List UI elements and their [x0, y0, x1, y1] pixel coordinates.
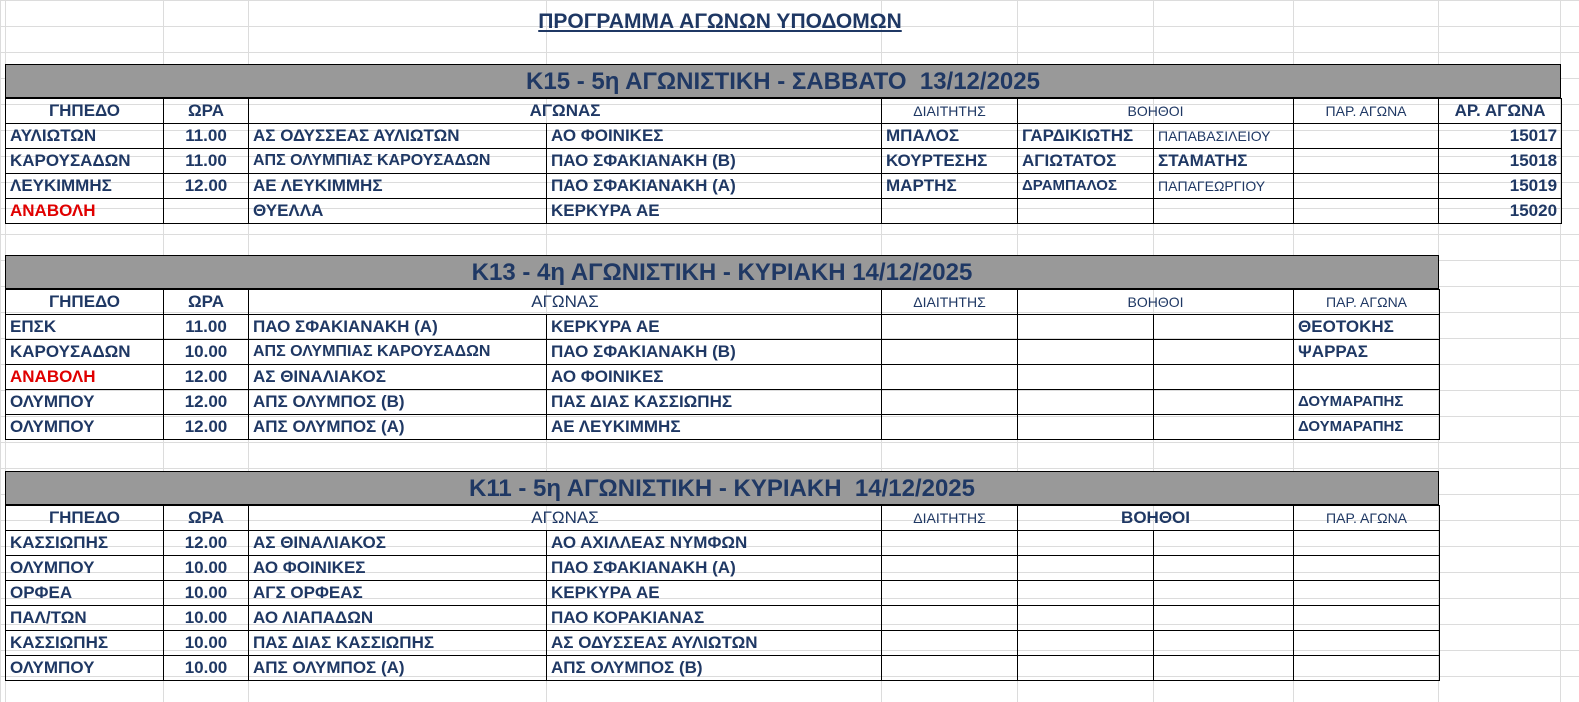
table-row	[6, 174, 1562, 199]
table-row	[6, 606, 1440, 631]
header-match-no: ΑΡ. ΑΓΩΝΑ	[1439, 99, 1562, 124]
section-k13	[5, 255, 1440, 440]
cell-referee	[882, 415, 1018, 440]
cell-assistant-1	[1018, 415, 1154, 440]
header-assistants: ΒΟΗΘΟΙ	[1018, 290, 1294, 315]
cell-away: ΑΟ ΑΧΙΛΛΕΑΣ ΝΥΜΦΩΝ	[547, 531, 882, 556]
cell-home: ΑΣ ΟΔΥΣΣΕΑΣ ΑΥΛΙΩΤΩΝ	[249, 124, 547, 149]
header-referee: ΔΙΑΙΤΗΤΗΣ	[882, 290, 1018, 315]
cell-referee: ΚΟΥΡΤΕΣΗΣ	[882, 149, 1018, 174]
header-assistants: ΒΟΗΘΟΙ	[1018, 506, 1294, 531]
cell-observer	[1294, 124, 1439, 149]
cell-assistant-2	[1154, 415, 1294, 440]
cell-referee	[882, 315, 1018, 340]
cell-assistant-1	[1018, 656, 1154, 681]
cell-time: 11.00	[164, 124, 249, 149]
header-match: ΑΓΩΝΑΣ	[249, 290, 882, 315]
cell-assistant-2	[1154, 606, 1294, 631]
cell-referee	[882, 556, 1018, 581]
cell-assistant-1	[1018, 199, 1154, 224]
cell-referee	[882, 531, 1018, 556]
cell-venue: ΚΑΣΣΙΩΠΗΣ	[6, 631, 164, 656]
cell-observer	[1294, 531, 1440, 556]
cell-venue: ΑΝΑΒΟΛΗ	[6, 199, 164, 224]
table-row	[6, 556, 1440, 581]
cell-time: 11.00	[164, 315, 249, 340]
cell-referee	[882, 606, 1018, 631]
cell-home: ΑΕ ΛΕΥΚΙΜΜΗΣ	[249, 174, 547, 199]
cell-time: 10.00	[164, 340, 249, 365]
header-observer: ΠΑΡ. ΑΓΩΝΑ	[1294, 290, 1440, 315]
table-row	[6, 415, 1440, 440]
cell-assistant-1	[1018, 390, 1154, 415]
cell-time	[164, 199, 249, 224]
cell-venue: ΟΛΥΜΠΟΥ	[6, 556, 164, 581]
table-row	[6, 531, 1440, 556]
cell-away: ΑΕ ΛΕΥΚΙΜΜΗΣ	[547, 415, 882, 440]
cell-away: ΚΕΡΚΥΡΑ ΑΕ	[547, 581, 882, 606]
cell-assistant-1	[1018, 631, 1154, 656]
table-row	[6, 340, 1440, 365]
cell-observer	[1294, 149, 1439, 174]
cell-match-no: 15020	[1439, 199, 1562, 224]
cell-home: ΑΠΣ ΟΛΥΜΠΙΑΣ ΚΑΡΟΥΣΑΔΩΝ	[249, 149, 547, 174]
header-row	[6, 99, 1562, 124]
cell-assistant-2	[1154, 656, 1294, 681]
cell-venue: ΑΝΑΒΟΛΗ	[6, 365, 164, 390]
page-title: ΠΡΟΓΡΑΜΜΑ ΑΓΩΝΩΝ ΥΠΟΔΟΜΩΝ	[538, 10, 902, 33]
cell-referee: ΜΠΑΛΟΣ	[882, 124, 1018, 149]
header-match: ΑΓΩΝΑΣ	[249, 506, 882, 531]
cell-referee: ΜΑΡΤΗΣ	[882, 174, 1018, 199]
table-row	[6, 199, 1562, 224]
cell-assistant-1: ΔΡΑΜΠΑΛΟΣ	[1018, 174, 1154, 199]
section-banner: Κ11 - 5η ΑΓΩΝΙΣΤΙΚΗ - ΚΥΡΙΑΚΗ 14/12/2025	[5, 471, 1439, 505]
table-row	[6, 581, 1440, 606]
cell-referee	[882, 365, 1018, 390]
schedule-table	[5, 98, 1562, 224]
section-k15	[5, 64, 1562, 224]
cell-assistant-2	[1154, 390, 1294, 415]
cell-referee	[882, 199, 1018, 224]
cell-away: ΠΑΟ ΣΦΑΚΙΑΝΑΚΗ (Β)	[547, 149, 882, 174]
cell-time: 10.00	[164, 581, 249, 606]
cell-assistant-2	[1154, 556, 1294, 581]
cell-observer	[1294, 174, 1439, 199]
cell-time: 12.00	[164, 390, 249, 415]
cell-home: ΑΟ ΦΟΙΝΙΚΕΣ	[249, 556, 547, 581]
cell-observer	[1294, 556, 1440, 581]
cell-assistant-2: ΠΑΠΑΒΑΣΙΛΕΙΟΥ	[1154, 124, 1294, 149]
cell-assistant-2: ΠΑΠΑΓΕΩΡΓΙΟΥ	[1154, 174, 1294, 199]
cell-time: 11.00	[164, 149, 249, 174]
cell-away: ΠΑΣ ΔΙΑΣ ΚΑΣΣΙΩΠΗΣ	[547, 390, 882, 415]
cell-home: ΑΠΣ ΟΛΥΜΠΟΣ (Α)	[249, 656, 547, 681]
header-referee: ΔΙΑΙΤΗΤΗΣ	[882, 99, 1018, 124]
header-venue: ΓΗΠΕΔΟ	[6, 506, 164, 531]
cell-venue: ΟΛΥΜΠΟΥ	[6, 390, 164, 415]
cell-assistant-1	[1018, 531, 1154, 556]
cell-venue: ΕΠΣΚ	[6, 315, 164, 340]
cell-home: ΘΥΕΛΛΑ	[249, 199, 547, 224]
cell-time: 10.00	[164, 656, 249, 681]
cell-venue: ΚΑΡΟΥΣΑΔΩΝ	[6, 340, 164, 365]
table-row	[6, 365, 1440, 390]
cell-assistant-2	[1154, 531, 1294, 556]
cell-assistant-2	[1154, 340, 1294, 365]
cell-observer: ΔΟΥΜΑΡΑΠΗΣ	[1294, 415, 1440, 440]
table-row	[6, 631, 1440, 656]
cell-assistant-1	[1018, 556, 1154, 581]
schedule-table	[5, 505, 1440, 681]
section-banner: Κ15 - 5η ΑΓΩΝΙΣΤΙΚΗ - ΣΑΒΒΑΤΟ 13/12/2025	[5, 64, 1561, 98]
cell-time: 10.00	[164, 556, 249, 581]
header-match: ΑΓΩΝΑΣ	[249, 99, 882, 124]
table-row	[6, 656, 1440, 681]
cell-venue: ΑΥΛΙΩΤΩΝ	[6, 124, 164, 149]
cell-away: ΠΑΟ ΣΦΑΚΙΑΝΑΚΗ (Α)	[547, 556, 882, 581]
cell-venue: ΠΑΛ/ΤΩΝ	[6, 606, 164, 631]
cell-home: ΑΣ ΘΙΝΑΛΙΑΚΟΣ	[249, 531, 547, 556]
cell-assistant-2: ΣΤΑΜΑΤΗΣ	[1154, 149, 1294, 174]
cell-time: 10.00	[164, 606, 249, 631]
cell-venue: ΚΑΡΟΥΣΑΔΩΝ	[6, 149, 164, 174]
cell-referee	[882, 340, 1018, 365]
cell-venue: ΟΛΥΜΠΟΥ	[6, 415, 164, 440]
section-k11	[5, 471, 1440, 681]
header-referee: ΔΙΑΙΤΗΤΗΣ	[882, 506, 1018, 531]
header-observer: ΠΑΡ. ΑΓΩΝΑ	[1294, 506, 1440, 531]
cell-match-no: 15018	[1439, 149, 1562, 174]
header-venue: ΓΗΠΕΔΟ	[6, 99, 164, 124]
cell-observer	[1294, 656, 1440, 681]
cell-assistant-1: ΓΑΡΔΙΚΙΩΤΗΣ	[1018, 124, 1154, 149]
table-row	[6, 315, 1440, 340]
cell-venue: ΛΕΥΚΙΜΜΗΣ	[6, 174, 164, 199]
header-row	[6, 290, 1440, 315]
cell-assistant-2	[1154, 365, 1294, 390]
cell-observer	[1294, 631, 1440, 656]
cell-time: 12.00	[164, 415, 249, 440]
schedule-table	[5, 289, 1440, 440]
cell-time: 12.00	[164, 174, 249, 199]
cell-observer: ΨΑΡΡΑΣ	[1294, 340, 1440, 365]
cell-assistant-2	[1154, 315, 1294, 340]
cell-away: ΑΣ ΟΔΥΣΣΕΑΣ ΑΥΛΙΩΤΩΝ	[547, 631, 882, 656]
table-row	[6, 124, 1562, 149]
cell-home: ΑΓΣ ΟΡΦΕΑΣ	[249, 581, 547, 606]
cell-observer: ΘΕΟΤΟΚΗΣ	[1294, 315, 1440, 340]
cell-venue: ΚΑΣΣΙΩΠΗΣ	[6, 531, 164, 556]
header-time: ΩΡΑ	[164, 99, 249, 124]
header-assistants: ΒΟΗΘΟΙ	[1018, 99, 1294, 124]
cell-away: ΠΑΟ ΚΟΡΑΚΙΑΝΑΣ	[547, 606, 882, 631]
cell-home: ΑΣ ΘΙΝΑΛΙΑΚΟΣ	[249, 365, 547, 390]
cell-referee	[882, 390, 1018, 415]
cell-venue: ΟΡΦΕΑ	[6, 581, 164, 606]
cell-match-no: 15017	[1439, 124, 1562, 149]
table-row	[6, 149, 1562, 174]
cell-assistant-1	[1018, 315, 1154, 340]
cell-away: ΑΟ ΦΟΙΝΙΚΕΣ	[547, 365, 882, 390]
cell-observer	[1294, 606, 1440, 631]
cell-assistant-1	[1018, 606, 1154, 631]
cell-observer: ΔΟΥΜΑΡΑΠΗΣ	[1294, 390, 1440, 415]
section-banner: Κ13 - 4η ΑΓΩΝΙΣΤΙΚΗ - ΚΥΡΙΑΚΗ 14/12/2025	[5, 255, 1439, 289]
cell-assistant-2	[1154, 581, 1294, 606]
cell-time: 10.00	[164, 631, 249, 656]
header-time: ΩΡΑ	[164, 290, 249, 315]
cell-home: ΑΠΣ ΟΛΥΜΠΟΣ (Α)	[249, 415, 547, 440]
cell-home: ΑΠΣ ΟΛΥΜΠΟΣ (Β)	[249, 390, 547, 415]
cell-venue: ΟΛΥΜΠΟΥ	[6, 656, 164, 681]
cell-away: ΑΠΣ ΟΛΥΜΠΟΣ (Β)	[547, 656, 882, 681]
cell-referee	[882, 656, 1018, 681]
cell-match-no: 15019	[1439, 174, 1562, 199]
cell-assistant-1	[1018, 340, 1154, 365]
cell-assistant-2	[1154, 631, 1294, 656]
cell-observer	[1294, 581, 1440, 606]
header-observer: ΠΑΡ. ΑΓΩΝΑ	[1294, 99, 1439, 124]
cell-away: ΚΕΡΚΥΡΑ ΑΕ	[547, 315, 882, 340]
cell-referee	[882, 581, 1018, 606]
cell-referee	[882, 631, 1018, 656]
cell-time: 12.00	[164, 531, 249, 556]
cell-away: ΠΑΟ ΣΦΑΚΙΑΝΑΚΗ (Β)	[547, 340, 882, 365]
cell-home: ΠΑΟ ΣΦΑΚΙΑΝΑΚΗ (Α)	[249, 315, 547, 340]
cell-observer	[1294, 365, 1440, 390]
cell-home: ΑΠΣ ΟΛΥΜΠΙΑΣ ΚΑΡΟΥΣΑΔΩΝ	[249, 340, 547, 365]
cell-assistant-2	[1154, 199, 1294, 224]
header-time: ΩΡΑ	[164, 506, 249, 531]
cell-time: 12.00	[164, 365, 249, 390]
header-venue: ΓΗΠΕΔΟ	[6, 290, 164, 315]
cell-away: ΠΑΟ ΣΦΑΚΙΑΝΑΚΗ (Α)	[547, 174, 882, 199]
cell-assistant-1	[1018, 365, 1154, 390]
cell-assistant-1	[1018, 581, 1154, 606]
cell-away: ΑΟ ΦΟΙΝΙΚΕΣ	[547, 124, 882, 149]
cell-observer	[1294, 199, 1439, 224]
table-row	[6, 390, 1440, 415]
cell-home: ΑΟ ΛΙΑΠΑΔΩΝ	[249, 606, 547, 631]
cell-away: ΚΕΡΚΥΡΑ ΑΕ	[547, 199, 882, 224]
cell-home: ΠΑΣ ΔΙΑΣ ΚΑΣΣΙΩΠΗΣ	[249, 631, 547, 656]
cell-assistant-1: ΑΓΙΩΤΑΤΟΣ	[1018, 149, 1154, 174]
header-row	[6, 506, 1440, 531]
